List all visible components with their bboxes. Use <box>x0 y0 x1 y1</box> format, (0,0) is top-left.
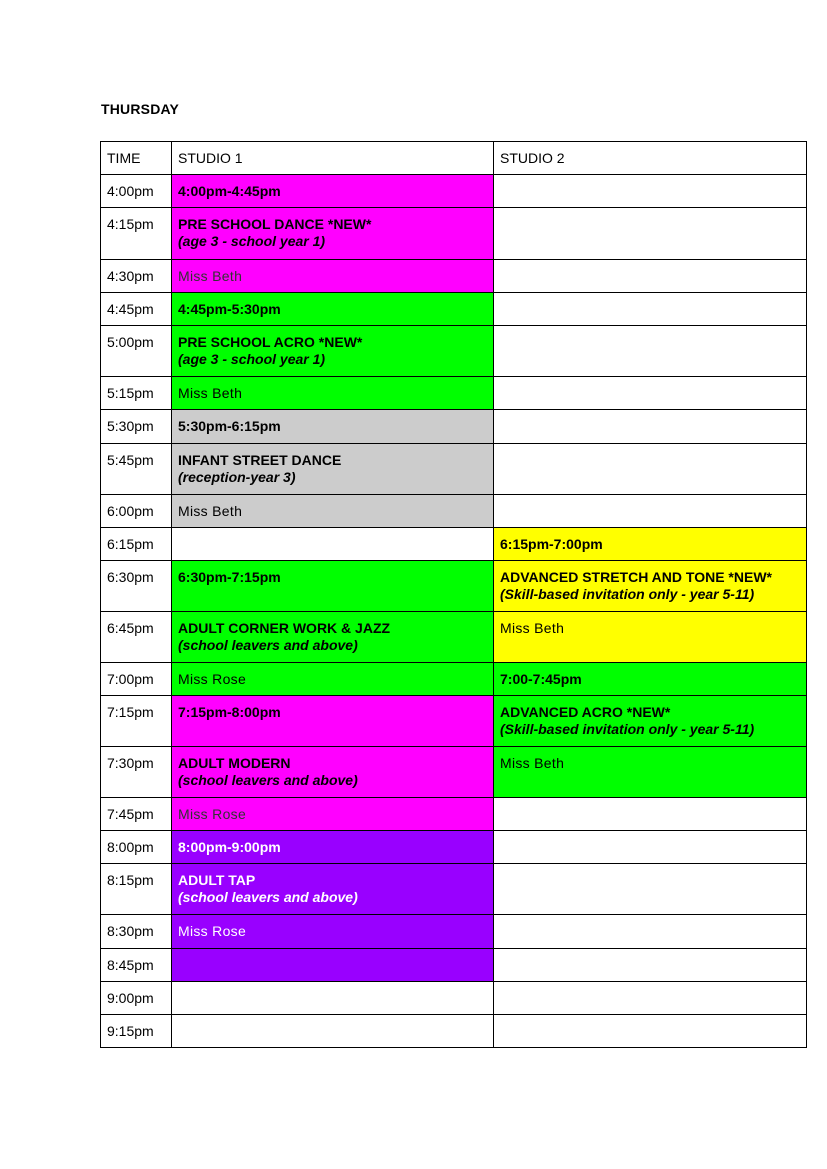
studio2-cell <box>494 864 807 915</box>
studio2-cell <box>494 410 807 444</box>
class-title: ADVANCED ACRO *NEW* <box>500 704 671 720</box>
class-teacher: Miss Rose <box>178 923 247 939</box>
time-cell: 4:00pm <box>101 175 172 208</box>
time-cell: 7:30pm <box>101 747 172 798</box>
studio2-cell <box>494 260 807 293</box>
time-cell: 6:45pm <box>101 612 172 663</box>
table-row <box>101 949 807 982</box>
class-teacher: Miss Rose <box>178 671 247 687</box>
studio1-cell <box>172 410 494 444</box>
table-row <box>101 982 807 1015</box>
table-row <box>101 612 807 663</box>
time-cell: 9:15pm <box>101 1015 172 1048</box>
class-teacher: Miss Rose <box>178 806 247 822</box>
time-cell: 5:00pm <box>101 326 172 377</box>
class-time: 4:45pm-5:30pm <box>178 301 281 317</box>
class-time: 6:15pm-7:00pm <box>500 536 603 552</box>
time-cell: 7:15pm <box>101 696 172 747</box>
class-subtitle: (Skill-based invitation only - year 5-11) <box>500 586 755 602</box>
table-row <box>101 798 807 831</box>
table-row <box>101 915 807 949</box>
time-cell: 4:45pm <box>101 293 172 326</box>
time-cell: 8:00pm <box>101 831 172 864</box>
studio2-cell <box>494 377 807 410</box>
class-teacher: Miss Beth <box>178 503 243 519</box>
studio1-cell <box>172 528 494 561</box>
class-title: ADULT CORNER WORK & JAZZ <box>178 620 391 636</box>
table-row <box>101 260 807 293</box>
time-cell: 6:00pm <box>101 495 172 528</box>
table-row <box>101 831 807 864</box>
studio1-cell <box>172 208 494 260</box>
table-row <box>101 561 807 612</box>
studio2-cell <box>494 949 807 982</box>
class-teacher: Miss Beth <box>500 620 565 636</box>
time-cell: 6:15pm <box>101 528 172 561</box>
class-teacher: Miss Beth <box>178 268 243 284</box>
studio1-cell <box>172 696 494 747</box>
class-time: 7:00-7:45pm <box>500 671 582 687</box>
class-time: 5:30pm-6:15pm <box>178 418 281 434</box>
time-cell: 4:15pm <box>101 208 172 260</box>
class-time: 7:15pm-8:00pm <box>178 704 281 720</box>
table-row <box>101 326 807 377</box>
studio1-cell <box>172 561 494 612</box>
header-studio-1: STUDIO 1 <box>172 142 494 175</box>
time-cell: 7:00pm <box>101 663 172 696</box>
class-subtitle: (Skill-based invitation only - year 5-11) <box>500 721 755 737</box>
table-row <box>101 208 807 260</box>
studio1-cell <box>172 982 494 1015</box>
studio1-cell <box>172 831 494 864</box>
class-time: 8:00pm-9:00pm <box>178 839 281 855</box>
time-cell: 8:30pm <box>101 915 172 949</box>
class-subtitle: (school leavers and above) <box>178 889 358 905</box>
table-row <box>101 175 807 208</box>
studio2-cell <box>494 326 807 377</box>
class-teacher: Miss Beth <box>500 755 565 771</box>
studio1-cell <box>172 949 494 982</box>
table-row <box>101 495 807 528</box>
time-cell: 9:00pm <box>101 982 172 1015</box>
studio2-cell <box>494 696 807 747</box>
studio1-cell <box>172 444 494 495</box>
time-cell: 8:15pm <box>101 864 172 915</box>
time-cell: 7:45pm <box>101 798 172 831</box>
studio2-cell <box>494 495 807 528</box>
class-teacher: Miss Beth <box>178 385 243 401</box>
table-row <box>101 528 807 561</box>
studio2-cell <box>494 561 807 612</box>
table-row <box>101 696 807 747</box>
studio1-cell <box>172 260 494 293</box>
studio1-cell <box>172 1015 494 1048</box>
table-row <box>101 293 807 326</box>
studio1-cell <box>172 293 494 326</box>
studio1-cell <box>172 377 494 410</box>
time-cell: 6:30pm <box>101 561 172 612</box>
studio2-cell <box>494 612 807 663</box>
table-row <box>101 410 807 444</box>
table-row <box>101 864 807 915</box>
studio1-cell <box>172 663 494 696</box>
studio2-cell <box>494 1015 807 1048</box>
day-title: THURSDAY <box>101 101 180 117</box>
studio2-cell <box>494 208 807 260</box>
time-cell: 5:15pm <box>101 377 172 410</box>
studio2-cell <box>494 831 807 864</box>
time-cell: 5:30pm <box>101 410 172 444</box>
time-cell: 5:45pm <box>101 444 172 495</box>
studio2-cell <box>494 293 807 326</box>
header-row <box>101 142 807 175</box>
class-title: ADULT TAP <box>178 872 256 888</box>
class-subtitle: (age 3 - school year 1) <box>178 351 326 367</box>
studio2-cell <box>494 982 807 1015</box>
table-row <box>101 1015 807 1048</box>
studio2-cell <box>494 444 807 495</box>
studio2-cell <box>494 798 807 831</box>
timetable <box>100 141 807 1048</box>
class-time: 4:00pm-4:45pm <box>178 183 281 199</box>
studio1-cell <box>172 612 494 663</box>
class-title: PRE SCHOOL ACRO *NEW* <box>178 334 363 350</box>
class-subtitle: (age 3 - school year 1) <box>178 233 326 249</box>
studio1-cell <box>172 798 494 831</box>
header-time: TIME <box>101 142 172 175</box>
class-title: INFANT STREET DANCE <box>178 452 342 468</box>
table-row <box>101 663 807 696</box>
studio1-cell <box>172 915 494 949</box>
studio2-cell <box>494 915 807 949</box>
studio1-cell <box>172 864 494 915</box>
studio1-cell <box>172 326 494 377</box>
table-row <box>101 747 807 798</box>
studio1-cell <box>172 495 494 528</box>
studio2-cell <box>494 528 807 561</box>
table-row <box>101 444 807 495</box>
time-cell: 8:45pm <box>101 949 172 982</box>
class-title: ADULT MODERN <box>178 755 291 771</box>
header-studio-2: STUDIO 2 <box>494 142 807 175</box>
studio1-cell <box>172 175 494 208</box>
class-title: ADVANCED STRETCH AND TONE *NEW* <box>500 569 772 585</box>
studio2-cell <box>494 663 807 696</box>
class-title: PRE SCHOOL DANCE *NEW* <box>178 216 372 232</box>
table-row <box>101 377 807 410</box>
studio2-cell <box>494 175 807 208</box>
class-subtitle: (school leavers and above) <box>178 772 358 788</box>
class-time: 6:30pm-7:15pm <box>178 569 281 585</box>
class-subtitle: (reception-year 3) <box>178 469 296 485</box>
class-subtitle: (school leavers and above) <box>178 637 358 653</box>
time-cell: 4:30pm <box>101 260 172 293</box>
studio1-cell <box>172 747 494 798</box>
studio2-cell <box>494 747 807 798</box>
